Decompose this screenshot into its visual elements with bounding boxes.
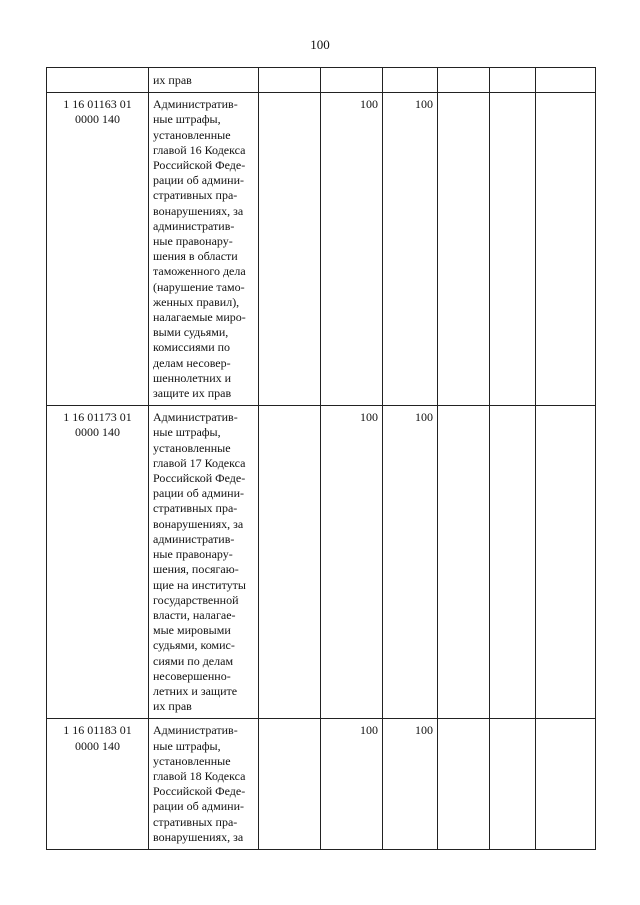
value-cell-col8 [536,719,596,850]
budget-code-cell [47,68,149,93]
value-cell-col6 [438,406,490,719]
value-cell-col3 [259,719,321,850]
page-number: 100 [310,37,330,52]
table-row [47,406,596,719]
value-cell-col6 [438,68,490,93]
value-cell-col8 [536,68,596,93]
value-cell-col8 [536,93,596,406]
budget-code-cell: 1 16 01183 01 0000 140 [47,719,149,850]
value-cell-col5: 100 [383,406,438,719]
value-cell-col5 [383,68,438,93]
description-cell: Административ- ные штрафы, установленные главой 16 Кодекса Российской Феде- рации об админи- стративных пра- вонарушениях, за административ- ные правонару- шения в области таможенного дела (нарушение тамо- женных правил), налагаемые миро- выми судьями, комиссиями по делам несовер- шеннолетних и защите их прав [149,93,259,406]
value-cell-col4: 100 [321,719,383,850]
table-row [47,719,596,850]
table-row [47,93,596,406]
budget-code-cell: 1 16 01173 01 0000 140 [47,406,149,719]
value-cell-col7 [490,406,536,719]
budget-code-cell: 1 16 01163 01 0000 140 [47,93,149,406]
description-cell: Административ- ные штрафы, установленные главой 17 Кодекса Российской Феде- рации об админи- стративных пра- вонарушениях, за административ- ные правонару- шения, посягаю- щие на институты государственной власти, налагае- мые мировыми судьями, комис- сиями по делам несовершенно- летних и защите их прав [149,406,259,719]
value-cell-col6 [438,719,490,850]
description-cell: Административ- ные штрафы, установленные главой 18 Кодекса Российской Феде- рации об админи- стративных пра- вонарушениях, за [149,719,259,850]
description-cell: их прав [149,68,259,93]
value-cell-col5: 100 [383,93,438,406]
value-cell-col3 [259,406,321,719]
value-cell-col8 [536,406,596,719]
value-cell-col3 [259,93,321,406]
value-cell-col5: 100 [383,719,438,850]
value-cell-col4 [321,68,383,93]
value-cell-col7 [490,719,536,850]
value-cell-col3 [259,68,321,93]
value-cell-col7 [490,93,536,406]
table-row [47,68,596,93]
value-cell-col7 [490,68,536,93]
value-cell-col4: 100 [321,406,383,719]
value-cell-col6 [438,93,490,406]
budget-revenue-table [46,67,596,850]
value-cell-col4: 100 [321,93,383,406]
